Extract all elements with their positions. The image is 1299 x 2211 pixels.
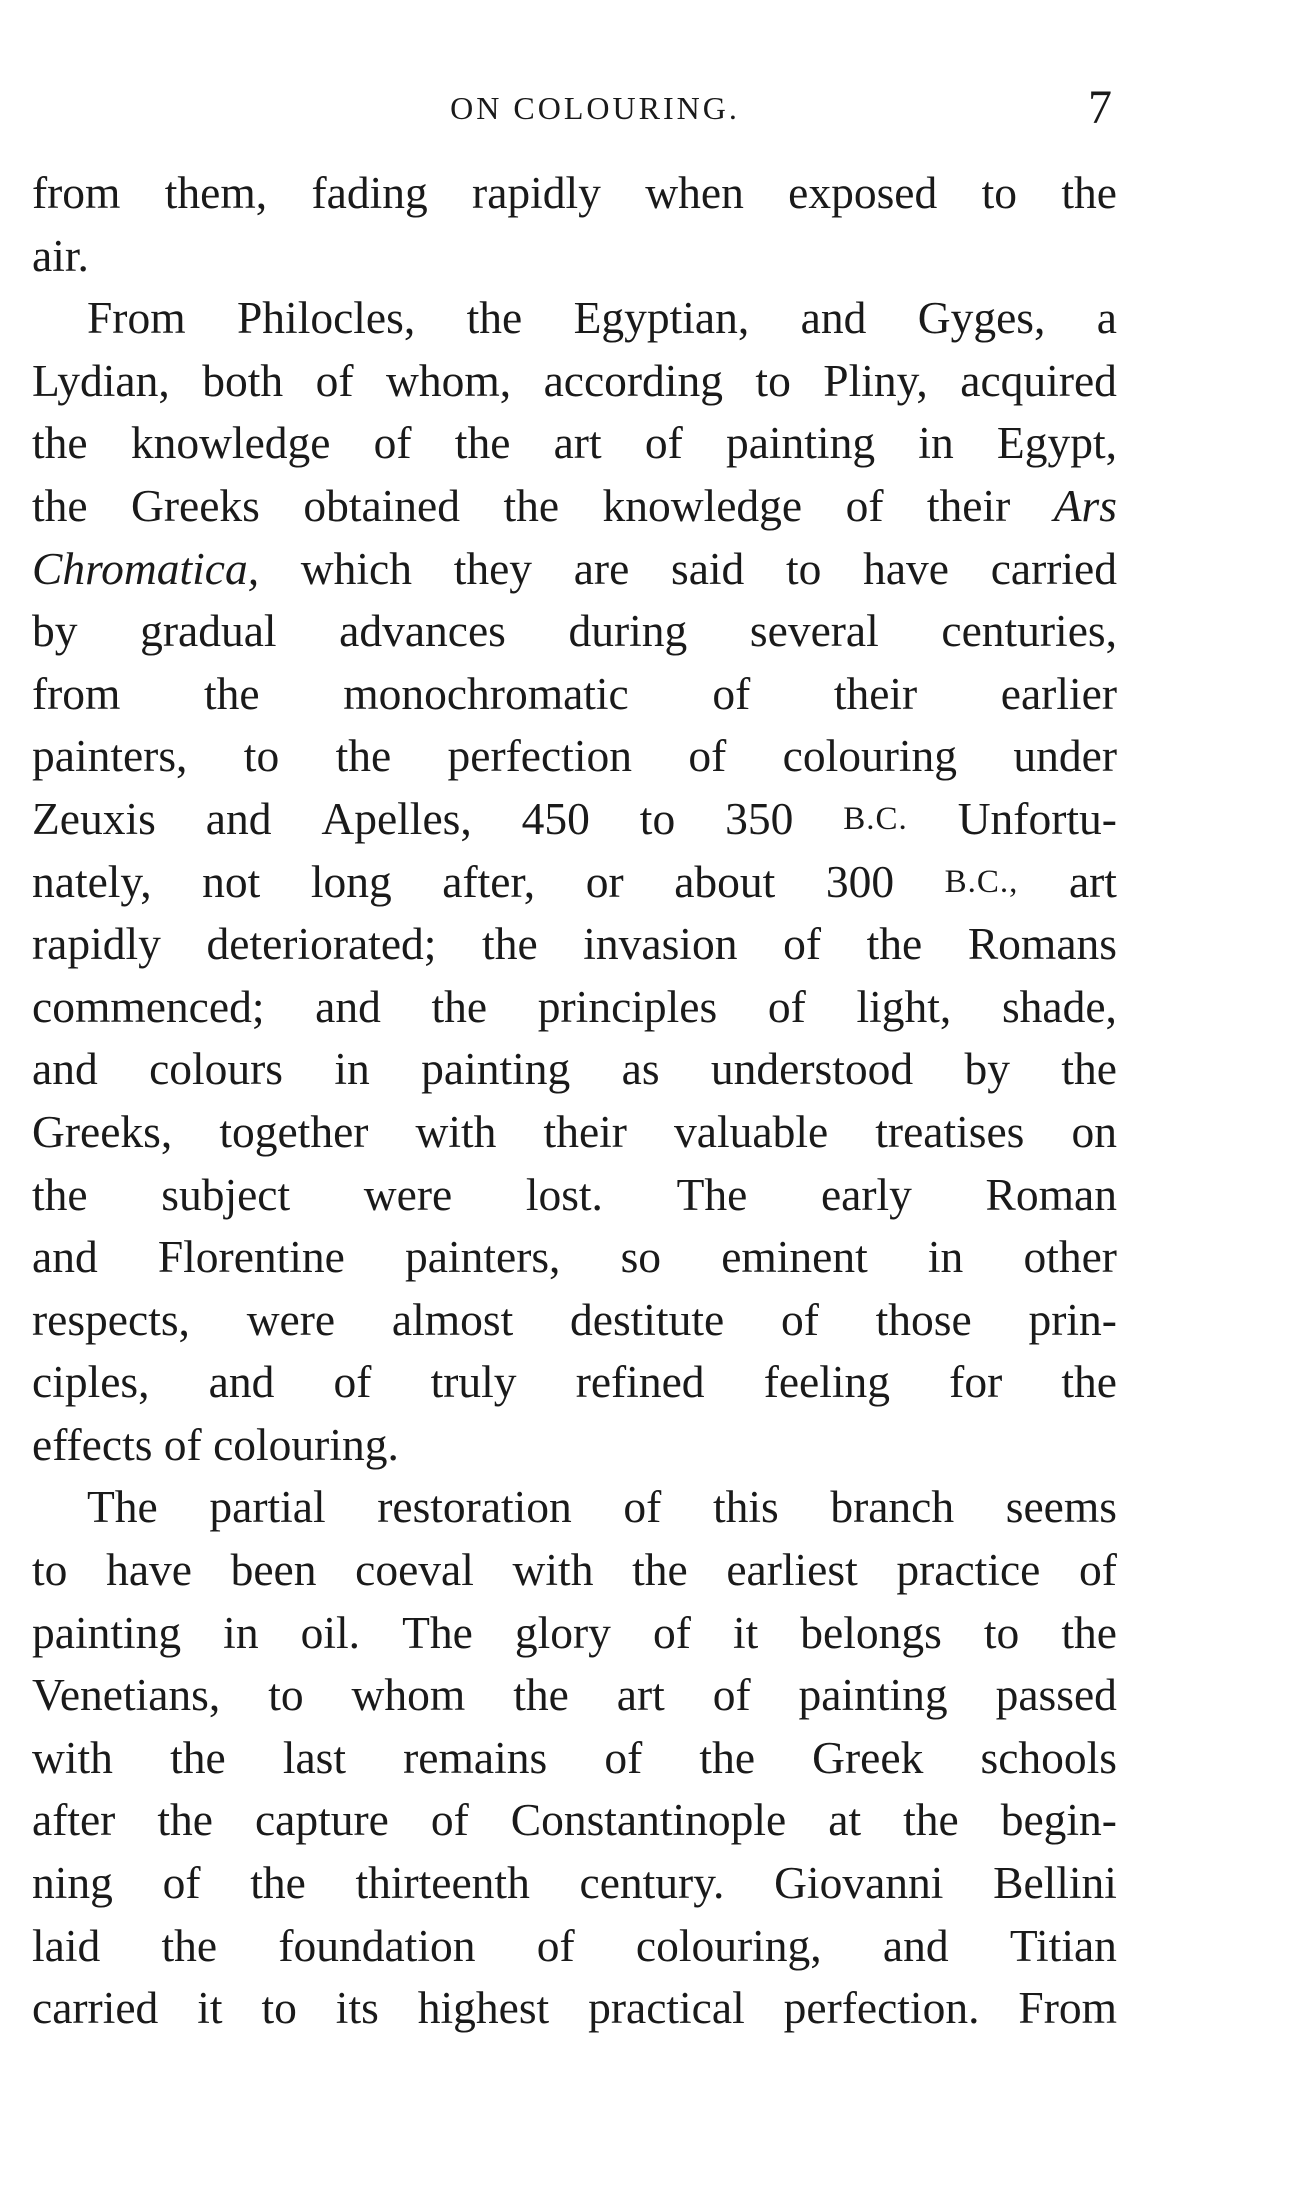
word: Greek [812, 1731, 924, 1783]
word: century. [579, 1857, 725, 1909]
page-number: 7 [1088, 81, 1112, 134]
text-line [32, 162, 1117, 225]
word: perfection. [783, 1982, 980, 2034]
word: eminent [721, 1231, 868, 1283]
text-line [32, 1977, 1117, 2040]
word: of [712, 667, 751, 719]
word: after, [442, 855, 536, 907]
word: valuable [674, 1105, 829, 1157]
word: respects, [32, 1293, 190, 1345]
text-line [32, 1727, 1117, 1790]
word: of [845, 479, 884, 531]
text-line [32, 788, 1117, 851]
word: B.C. [843, 800, 908, 837]
word: light, [856, 980, 952, 1032]
word: coeval [355, 1544, 474, 1596]
word: together [219, 1105, 369, 1157]
word: Gyges, [917, 292, 1046, 344]
word: painting [421, 1043, 571, 1095]
running-title: ON COLOURING. [450, 90, 740, 126]
word: the [32, 417, 88, 469]
word: it [732, 1606, 759, 1658]
word: Greeks, [32, 1105, 173, 1157]
word: branch [830, 1481, 955, 1533]
word: under [1013, 730, 1117, 782]
text-line [32, 1226, 1117, 1289]
paragraph-start-line [32, 1476, 1117, 1539]
word: Zeuxis [32, 792, 156, 844]
word: the [1061, 1043, 1117, 1095]
word: lost. [525, 1168, 603, 1220]
word: Romans [967, 918, 1117, 970]
word: Bellini [993, 1857, 1117, 1909]
word: Unfortu- [957, 792, 1117, 844]
word: by [964, 1043, 1010, 1095]
text-line [32, 350, 1117, 413]
word: which [300, 542, 412, 594]
text-line [32, 913, 1117, 976]
word: B.C., [944, 863, 1019, 900]
word: Venetians, [32, 1669, 221, 1721]
text-line [32, 851, 1117, 914]
word: practice [896, 1544, 1041, 1596]
text-line [32, 1289, 1117, 1352]
word: air. [32, 229, 89, 281]
word: passed [995, 1669, 1117, 1721]
word: of [604, 1731, 643, 1783]
word: The [676, 1168, 748, 1220]
word: for [949, 1356, 1003, 1408]
text-line [32, 600, 1117, 663]
word: begin- [1000, 1794, 1117, 1846]
word: ning [32, 1857, 113, 1909]
word: of [767, 980, 806, 1032]
text-line [32, 1602, 1117, 1665]
word: almost [391, 1293, 514, 1345]
word: at [828, 1794, 862, 1846]
word: colouring, [635, 1919, 822, 1971]
word: invasion [583, 918, 738, 970]
body-text [32, 162, 1117, 2040]
word: of [430, 1794, 469, 1846]
word: 350 [725, 792, 794, 844]
word: as [621, 1043, 660, 1095]
word: Roman [985, 1168, 1117, 1220]
word: and [32, 1231, 98, 1283]
word: the [161, 1919, 218, 1971]
text-line [32, 725, 1117, 788]
word: schools [980, 1731, 1117, 1783]
word: from [32, 667, 121, 719]
word: earlier [1000, 667, 1117, 719]
word: with [512, 1544, 594, 1596]
word: Egypt, [996, 417, 1117, 469]
word: whom [351, 1669, 466, 1721]
word: understood [710, 1043, 914, 1095]
word: when [645, 167, 744, 218]
word: to [981, 167, 1017, 218]
word: painters, [405, 1231, 561, 1283]
word: they [453, 542, 533, 594]
word: practical [588, 1982, 745, 2034]
word: so [620, 1231, 662, 1283]
word: painters, [32, 730, 188, 782]
word: been [230, 1544, 317, 1596]
word: Chromatica, [32, 542, 260, 594]
word: of [623, 1481, 662, 1533]
word: the [454, 417, 511, 469]
text-line [32, 538, 1117, 601]
word: centuries, [941, 605, 1117, 657]
word: other [1023, 1231, 1117, 1283]
word: Lydian, [32, 354, 170, 406]
word: to [32, 1544, 68, 1596]
word: of [644, 417, 683, 469]
word: long [310, 855, 392, 907]
word: gradual [140, 605, 277, 657]
word: it [197, 1982, 223, 2034]
word: not [202, 855, 261, 907]
word: 450 [521, 792, 590, 844]
word: prin- [1028, 1293, 1117, 1345]
word: last [282, 1731, 346, 1783]
word: subject [161, 1168, 291, 1220]
word: highest [417, 1982, 550, 2034]
word: whom, [385, 354, 512, 406]
word: ciples, [32, 1356, 150, 1408]
word: 300 [825, 855, 895, 907]
word: according [543, 354, 723, 406]
word: their [543, 1105, 627, 1157]
word: in [927, 1231, 964, 1283]
word: them, [164, 167, 268, 218]
word: are [573, 542, 630, 594]
word: exposed [788, 167, 938, 218]
word: have [106, 1544, 192, 1596]
word: treatises [875, 1105, 1025, 1157]
word: the [699, 1731, 756, 1783]
word: the [1061, 1356, 1117, 1408]
word: rapidly [32, 918, 161, 970]
word: The [87, 1481, 158, 1533]
text-line [32, 1351, 1117, 1414]
word: of [1079, 1544, 1117, 1596]
word: feeling [763, 1356, 891, 1408]
text-line [32, 475, 1117, 538]
word: of [780, 1293, 819, 1345]
word: of [536, 1919, 575, 1971]
word: colouring [782, 730, 958, 782]
word: after [32, 1794, 116, 1846]
word: and [205, 792, 272, 844]
word: the [32, 479, 88, 531]
word: the [466, 292, 523, 344]
word: the [32, 1168, 88, 1220]
word: by [32, 605, 78, 657]
word: the [335, 730, 392, 782]
word: the [866, 918, 923, 970]
text-line [32, 412, 1117, 475]
text-line [32, 1664, 1117, 1727]
word: or [585, 855, 624, 907]
word: monochromatic [343, 667, 629, 719]
word: Ars [1053, 479, 1117, 531]
text-line [32, 1101, 1117, 1164]
text-line [32, 663, 1117, 726]
word: of [163, 1418, 202, 1470]
word: during [568, 605, 688, 657]
word: colours [149, 1043, 284, 1095]
word: partial [209, 1481, 326, 1533]
word: principles [537, 980, 718, 1032]
word: foundation [278, 1919, 476, 1971]
text-line [32, 1852, 1117, 1915]
word: those [875, 1293, 972, 1345]
word: the [1061, 1606, 1117, 1658]
text-line [32, 1038, 1117, 1101]
word: advances [339, 605, 506, 657]
word: Philocles, [237, 292, 416, 344]
word: painting [32, 1606, 182, 1658]
word: were [246, 1293, 336, 1345]
word: to [261, 1982, 297, 2034]
word: Egyptian, [573, 292, 750, 344]
word: to [983, 1606, 1020, 1658]
word: knowledge [602, 479, 803, 531]
word: the [503, 479, 560, 531]
word: its [335, 1982, 379, 2034]
word: of [783, 918, 821, 970]
word: on [1071, 1105, 1117, 1157]
word: remains [403, 1731, 548, 1783]
word: and [315, 980, 381, 1032]
word: the [170, 1731, 226, 1783]
word: commenced; [32, 980, 265, 1032]
word: effects [32, 1418, 153, 1470]
word: Apelles, [321, 792, 472, 844]
word: the [482, 918, 538, 970]
word: rapidly [472, 167, 601, 218]
word: this [712, 1481, 779, 1533]
word: art [553, 417, 602, 469]
word: the [431, 980, 488, 1032]
word: both [202, 354, 284, 406]
word: of [162, 1857, 201, 1909]
word: earliest [726, 1544, 858, 1596]
word: the [903, 1794, 959, 1846]
word: were [363, 1168, 453, 1220]
word: the [632, 1544, 688, 1596]
word: the [250, 1857, 306, 1909]
word: from [32, 167, 121, 218]
word: their [833, 667, 918, 719]
word: laid [32, 1919, 101, 1971]
word: oil. [300, 1606, 361, 1658]
word: From [1018, 1982, 1117, 2034]
word: of [688, 730, 727, 782]
word: nately, [32, 855, 152, 907]
word: to [785, 542, 822, 594]
word: glory [514, 1606, 611, 1658]
word: with [32, 1731, 113, 1783]
word: in [918, 417, 954, 469]
word: thirteenth [355, 1857, 530, 1909]
word: capture [254, 1794, 389, 1846]
text-line [32, 1789, 1117, 1852]
word: perfection [447, 730, 632, 782]
word: painting [798, 1669, 948, 1721]
word: carried [32, 1982, 159, 2034]
word: colouring. [213, 1418, 399, 1470]
word: seems [1005, 1481, 1117, 1533]
word: of [652, 1606, 691, 1658]
word: early [820, 1168, 912, 1220]
word: acquired [960, 354, 1117, 406]
text-line [32, 1414, 1117, 1477]
text-line [32, 225, 1117, 288]
word: painting [725, 417, 876, 469]
word: in [334, 1043, 370, 1095]
word: a [1096, 292, 1117, 344]
word: Constantinople [510, 1794, 787, 1846]
word: The [402, 1606, 473, 1658]
word: in [223, 1606, 259, 1658]
word: fading [311, 167, 428, 218]
word: destitute [570, 1293, 725, 1345]
word: and [882, 1919, 949, 1971]
word: art [616, 1669, 665, 1721]
word: the [1061, 167, 1117, 218]
running-head [30, 80, 1120, 134]
word: have [863, 542, 949, 594]
word: belongs [800, 1606, 942, 1658]
word: the [204, 667, 260, 719]
paragraph-start-line [32, 287, 1117, 350]
word: Florentine [157, 1231, 345, 1283]
word: art [1068, 855, 1117, 907]
word: and [800, 292, 867, 344]
word: with [415, 1105, 497, 1157]
word: and [208, 1356, 275, 1408]
word: truly [430, 1356, 517, 1408]
word: Greeks [131, 479, 260, 531]
word: restoration [377, 1481, 572, 1533]
text-line [32, 1539, 1117, 1602]
word: carried [990, 542, 1117, 594]
word: obtained [303, 479, 461, 531]
word: of [712, 1669, 751, 1721]
word: to [639, 792, 676, 844]
word: and [32, 1043, 98, 1095]
word: several [749, 605, 879, 657]
text-line [32, 1164, 1117, 1227]
word: Giovanni [774, 1857, 944, 1909]
word: the [157, 1794, 213, 1846]
word: refined [575, 1356, 705, 1408]
word: shade, [1001, 980, 1117, 1032]
word: the [513, 1669, 569, 1721]
word: of [333, 1356, 372, 1408]
word: of [315, 354, 354, 406]
word: deteriorated; [206, 918, 437, 970]
word: their [926, 479, 1011, 531]
word: about [674, 855, 776, 907]
word: Pliny, [823, 354, 928, 406]
word: From [87, 292, 186, 344]
text-line [32, 976, 1117, 1039]
word: to [755, 354, 791, 406]
word: to [268, 1669, 304, 1721]
word: of [373, 417, 412, 469]
text-line [32, 1915, 1117, 1978]
word: said [670, 542, 745, 594]
word: to [243, 730, 280, 782]
word: Titian [1009, 1919, 1117, 1971]
word: knowledge [130, 417, 331, 469]
